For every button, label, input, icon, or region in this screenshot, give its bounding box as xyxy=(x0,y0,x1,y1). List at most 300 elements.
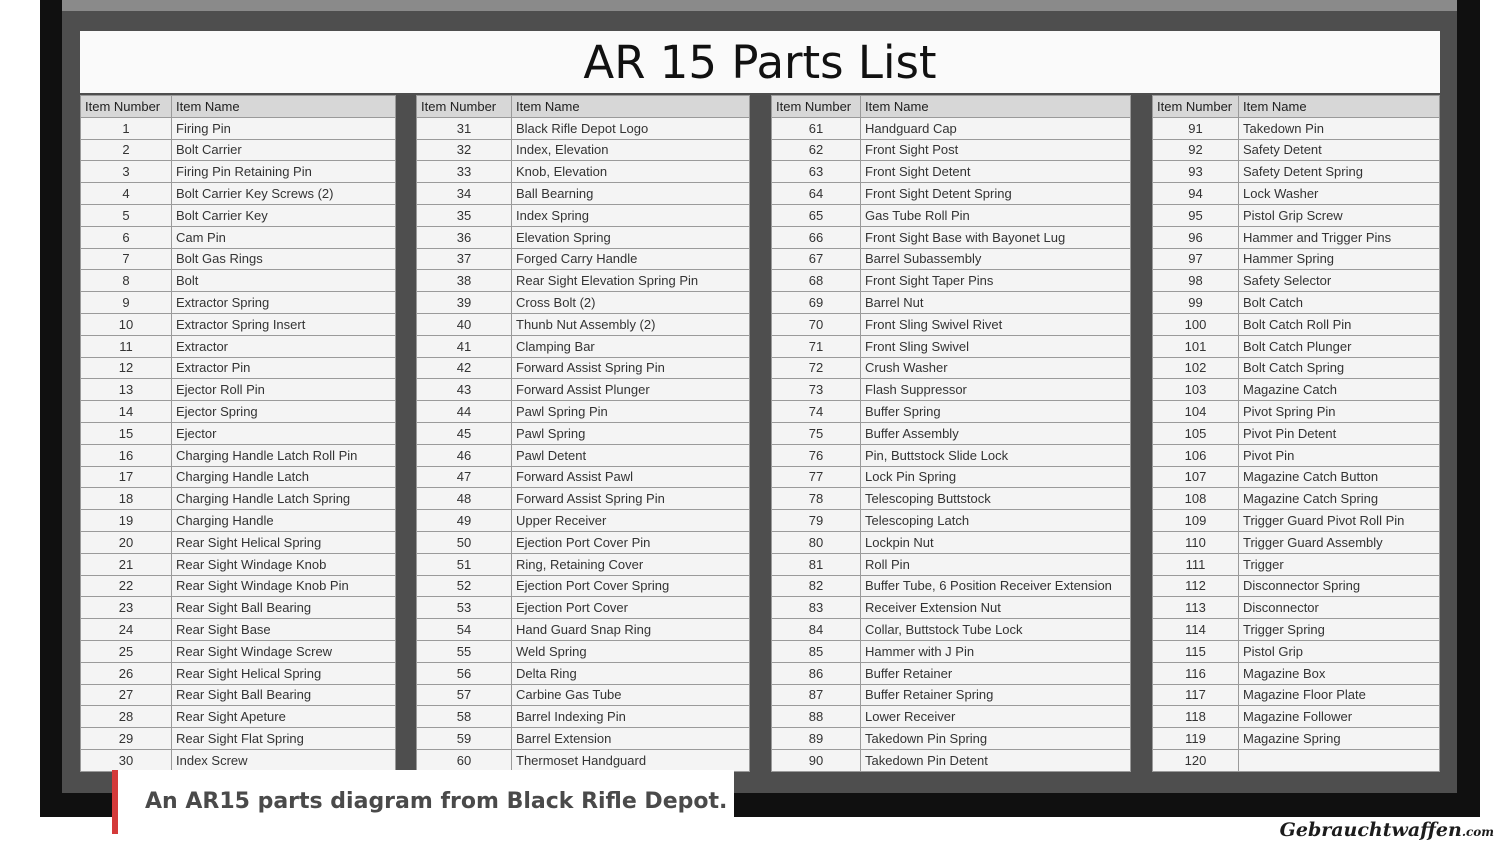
table-row xyxy=(81,510,396,532)
item-number-cell: 27 xyxy=(81,684,172,706)
item-name-cell: Front Sling Swivel Rivet xyxy=(861,313,1131,335)
item-number-cell: 105 xyxy=(1153,422,1239,444)
item-number-cell: 97 xyxy=(1153,248,1239,270)
item-number-cell: 26 xyxy=(81,662,172,684)
table-row xyxy=(417,640,750,662)
table-row xyxy=(772,226,1131,248)
table-row xyxy=(772,531,1131,553)
item-name-cell: Takedown Pin Detent xyxy=(861,749,1131,771)
table-row xyxy=(1153,619,1440,641)
item-name-cell: Rear Sight Helical Spring xyxy=(172,662,396,684)
table-row xyxy=(417,161,750,183)
item-number-cell: 5 xyxy=(81,204,172,226)
item-name-cell: Telescoping Latch xyxy=(861,510,1131,532)
table-row xyxy=(81,313,396,335)
item-name-cell: Index Screw xyxy=(172,749,396,771)
item-name-cell: Bolt Gas Rings xyxy=(172,248,396,270)
table-row xyxy=(1153,684,1440,706)
table-row xyxy=(417,706,750,728)
item-name-cell: Front Sight Base with Bayonet Lug xyxy=(861,226,1131,248)
item-number-cell: 56 xyxy=(417,662,512,684)
item-name-cell: Receiver Extension Nut xyxy=(861,597,1131,619)
item-number-cell: 118 xyxy=(1153,706,1239,728)
table-row xyxy=(81,749,396,771)
item-number-cell: 8 xyxy=(81,270,172,292)
table-row xyxy=(417,117,750,139)
item-name-cell: Telescoping Buttstock xyxy=(861,488,1131,510)
item-name-cell: Safety Selector xyxy=(1239,270,1440,292)
table-row xyxy=(772,510,1131,532)
table-row xyxy=(772,292,1131,314)
item-number-cell: 46 xyxy=(417,444,512,466)
item-name-cell: Pin, Buttstock Slide Lock xyxy=(861,444,1131,466)
item-number-cell: 82 xyxy=(772,575,861,597)
item-name-cell: Barrel Subassembly xyxy=(861,248,1131,270)
item-number-cell: 87 xyxy=(772,684,861,706)
item-number-cell: 10 xyxy=(81,313,172,335)
item-number-cell: 39 xyxy=(417,292,512,314)
table-row xyxy=(772,662,1131,684)
item-name-cell: Carbine Gas Tube xyxy=(512,684,750,706)
item-name-cell: Pistol Grip xyxy=(1239,640,1440,662)
item-name-cell: Magazine Catch xyxy=(1239,379,1440,401)
item-number-cell: 99 xyxy=(1153,292,1239,314)
item-number-cell: 55 xyxy=(417,640,512,662)
item-number-cell: 62 xyxy=(772,139,861,161)
table-row xyxy=(1153,270,1440,292)
table-row xyxy=(1153,597,1440,619)
item-number-cell: 115 xyxy=(1153,640,1239,662)
table-row xyxy=(417,662,750,684)
item-number-cell: 32 xyxy=(417,139,512,161)
table-row xyxy=(81,204,396,226)
item-name-cell: Rear Sight Apeture xyxy=(172,706,396,728)
table-row xyxy=(1153,379,1440,401)
table-row xyxy=(1153,248,1440,270)
item-name-cell: Index, Elevation xyxy=(512,139,750,161)
table-row xyxy=(417,488,750,510)
table-row xyxy=(772,248,1131,270)
item-number-cell: 42 xyxy=(417,357,512,379)
table-row xyxy=(1153,706,1440,728)
item-number-cell: 69 xyxy=(772,292,861,314)
table-row xyxy=(417,379,750,401)
item-name-cell: Rear Sight Flat Spring xyxy=(172,728,396,750)
table-row xyxy=(1153,640,1440,662)
item-number-cell: 14 xyxy=(81,401,172,423)
item-number-cell: 41 xyxy=(417,335,512,357)
table-row xyxy=(772,401,1131,423)
item-number-cell: 103 xyxy=(1153,379,1239,401)
item-number-cell: 100 xyxy=(1153,313,1239,335)
item-number-cell: 104 xyxy=(1153,401,1239,423)
item-name-cell: Flash Suppressor xyxy=(861,379,1131,401)
item-number-cell: 95 xyxy=(1153,204,1239,226)
item-number-cell: 43 xyxy=(417,379,512,401)
item-number-cell: 119 xyxy=(1153,728,1239,750)
item-name-cell: Cam Pin xyxy=(172,226,396,248)
table-row xyxy=(1153,204,1440,226)
item-number-cell: 30 xyxy=(81,749,172,771)
item-name-cell: Ejection Port Cover xyxy=(512,597,750,619)
item-name-cell: Trigger xyxy=(1239,553,1440,575)
table-row xyxy=(1153,401,1440,423)
table-row xyxy=(81,575,396,597)
table-row xyxy=(1153,466,1440,488)
table-row xyxy=(772,139,1131,161)
item-name-cell: Buffer Spring xyxy=(861,401,1131,423)
item-name-cell: Takedown Pin xyxy=(1239,117,1440,139)
table-row xyxy=(772,204,1131,226)
table-row xyxy=(772,684,1131,706)
item-name-cell: Pawl Detent xyxy=(512,444,750,466)
item-number-cell: 64 xyxy=(772,183,861,205)
item-number-cell: 91 xyxy=(1153,117,1239,139)
table-row xyxy=(81,117,396,139)
table-row xyxy=(81,488,396,510)
item-number-cell: 78 xyxy=(772,488,861,510)
table-row xyxy=(772,117,1131,139)
table-row xyxy=(772,728,1131,750)
table-row xyxy=(1153,139,1440,161)
item-name-cell: Bolt Catch Spring xyxy=(1239,357,1440,379)
table-row xyxy=(772,575,1131,597)
item-number-cell: 36 xyxy=(417,226,512,248)
table-header-row xyxy=(772,96,1131,118)
item-number-cell: 25 xyxy=(81,640,172,662)
item-number-cell: 59 xyxy=(417,728,512,750)
column-header-item-number: Item Number xyxy=(417,96,512,118)
watermark-domain: .com xyxy=(1461,825,1494,839)
image-caption xyxy=(112,770,734,834)
item-name-cell: Bolt Catch Roll Pin xyxy=(1239,313,1440,335)
table-row xyxy=(772,640,1131,662)
item-number-cell: 18 xyxy=(81,488,172,510)
item-name-cell: Barrel Extension xyxy=(512,728,750,750)
item-number-cell: 63 xyxy=(772,161,861,183)
table-row xyxy=(772,422,1131,444)
table-row xyxy=(1153,226,1440,248)
item-number-cell: 21 xyxy=(81,553,172,575)
table-row xyxy=(81,728,396,750)
table-row xyxy=(772,270,1131,292)
item-number-cell: 67 xyxy=(772,248,861,270)
item-number-cell: 33 xyxy=(417,161,512,183)
item-name-cell: Charging Handle Latch Roll Pin xyxy=(172,444,396,466)
item-number-cell: 31 xyxy=(417,117,512,139)
item-name-cell: Hammer and Trigger Pins xyxy=(1239,226,1440,248)
table-row xyxy=(417,619,750,641)
item-number-cell: 20 xyxy=(81,531,172,553)
item-name-cell: Rear Sight Windage Knob xyxy=(172,553,396,575)
item-number-cell: 84 xyxy=(772,619,861,641)
table-row xyxy=(1153,728,1440,750)
table-row xyxy=(81,597,396,619)
table-row xyxy=(417,422,750,444)
item-number-cell: 17 xyxy=(81,466,172,488)
item-name-cell: Disconnector Spring xyxy=(1239,575,1440,597)
item-number-cell: 66 xyxy=(772,226,861,248)
table-row xyxy=(772,335,1131,357)
item-name-cell: Hand Guard Snap Ring xyxy=(512,619,750,641)
item-number-cell: 116 xyxy=(1153,662,1239,684)
table-row xyxy=(1153,531,1440,553)
item-number-cell: 51 xyxy=(417,553,512,575)
table-row xyxy=(417,684,750,706)
column-header-item-name: Item Name xyxy=(1239,96,1440,118)
table-row xyxy=(772,749,1131,771)
item-number-cell: 81 xyxy=(772,553,861,575)
item-number-cell: 83 xyxy=(772,597,861,619)
item-number-cell: 45 xyxy=(417,422,512,444)
item-name-cell: Rear Sight Windage Knob Pin xyxy=(172,575,396,597)
title-banner xyxy=(80,31,1440,93)
item-name-cell: Disconnector xyxy=(1239,597,1440,619)
item-number-cell: 110 xyxy=(1153,531,1239,553)
item-number-cell: 61 xyxy=(772,117,861,139)
item-number-cell: 102 xyxy=(1153,357,1239,379)
table-row xyxy=(417,270,750,292)
item-number-cell: 34 xyxy=(417,183,512,205)
item-number-cell: 44 xyxy=(417,401,512,423)
item-number-cell: 6 xyxy=(81,226,172,248)
item-number-cell: 113 xyxy=(1153,597,1239,619)
table-row xyxy=(417,728,750,750)
item-number-cell: 23 xyxy=(81,597,172,619)
item-name-cell: Buffer Retainer xyxy=(861,662,1131,684)
table-row xyxy=(772,313,1131,335)
item-name-cell: Forward Assist Spring Pin xyxy=(512,488,750,510)
item-name-cell: Ejection Port Cover Spring xyxy=(512,575,750,597)
item-number-cell: 29 xyxy=(81,728,172,750)
item-name-cell: Barrel Nut xyxy=(861,292,1131,314)
table-row xyxy=(772,706,1131,728)
item-name-cell: Bolt Carrier xyxy=(172,139,396,161)
item-name-cell: Extractor Pin xyxy=(172,357,396,379)
item-number-cell: 53 xyxy=(417,597,512,619)
item-name-cell: Thermoset Handguard xyxy=(512,749,750,771)
item-name-cell: Front Sight Post xyxy=(861,139,1131,161)
caption-text: An AR15 parts diagram from Black Rifle Depot. xyxy=(145,789,728,814)
item-name-cell: Pawl Spring xyxy=(512,422,750,444)
column-header-item-number: Item Number xyxy=(772,96,861,118)
table-row xyxy=(417,444,750,466)
item-name-cell: Firing Pin Retaining Pin xyxy=(172,161,396,183)
table-row xyxy=(1153,488,1440,510)
item-number-cell: 112 xyxy=(1153,575,1239,597)
table-row xyxy=(81,684,396,706)
item-name-cell: Pistol Grip Screw xyxy=(1239,204,1440,226)
item-name-cell: Lower Receiver xyxy=(861,706,1131,728)
item-number-cell: 92 xyxy=(1153,139,1239,161)
table-row xyxy=(1153,161,1440,183)
column-header-item-name: Item Name xyxy=(512,96,750,118)
table-row xyxy=(772,597,1131,619)
item-name-cell: Cross Bolt (2) xyxy=(512,292,750,314)
item-number-cell: 12 xyxy=(81,357,172,379)
table-row xyxy=(81,335,396,357)
table-row xyxy=(417,248,750,270)
item-number-cell: 7 xyxy=(81,248,172,270)
item-name-cell: Magazine Floor Plate xyxy=(1239,684,1440,706)
table-row xyxy=(1153,117,1440,139)
item-name-cell: Black Rifle Depot Logo xyxy=(512,117,750,139)
table-row xyxy=(81,553,396,575)
item-number-cell: 50 xyxy=(417,531,512,553)
table-row xyxy=(772,161,1131,183)
item-name-cell: Buffer Retainer Spring xyxy=(861,684,1131,706)
item-number-cell: 2 xyxy=(81,139,172,161)
item-name-cell: Rear Sight Ball Bearing xyxy=(172,684,396,706)
parts-table-3 xyxy=(771,95,1131,772)
item-name-cell: Extractor Spring Insert xyxy=(172,313,396,335)
item-number-cell: 35 xyxy=(417,204,512,226)
table-row xyxy=(81,401,396,423)
table-header-row xyxy=(81,96,396,118)
table-row xyxy=(417,139,750,161)
item-name-cell: Safety Detent Spring xyxy=(1239,161,1440,183)
item-number-cell: 65 xyxy=(772,204,861,226)
item-name-cell: Charging Handle xyxy=(172,510,396,532)
item-name-cell: Bolt Carrier Key Screws (2) xyxy=(172,183,396,205)
table-row xyxy=(81,640,396,662)
item-name-cell: Front Sight Detent Spring xyxy=(861,183,1131,205)
table-row xyxy=(772,466,1131,488)
item-name-cell: Front Sight Detent xyxy=(861,161,1131,183)
table-row xyxy=(81,292,396,314)
table-row xyxy=(772,183,1131,205)
item-name-cell: Hammer Spring xyxy=(1239,248,1440,270)
item-name-cell xyxy=(1239,749,1440,771)
table-row xyxy=(417,553,750,575)
table-row xyxy=(1153,313,1440,335)
item-number-cell: 11 xyxy=(81,335,172,357)
item-name-cell: Weld Spring xyxy=(512,640,750,662)
item-number-cell: 90 xyxy=(772,749,861,771)
item-name-cell: Clamping Bar xyxy=(512,335,750,357)
item-name-cell: Forward Assist Pawl xyxy=(512,466,750,488)
item-name-cell: Lock Pin Spring xyxy=(861,466,1131,488)
site-watermark xyxy=(1280,819,1494,841)
item-number-cell: 52 xyxy=(417,575,512,597)
item-name-cell: Rear Sight Windage Screw xyxy=(172,640,396,662)
item-name-cell: Safety Detent xyxy=(1239,139,1440,161)
item-name-cell: Bolt Catch xyxy=(1239,292,1440,314)
item-name-cell: Front Sight Taper Pins xyxy=(861,270,1131,292)
item-name-cell: Bolt xyxy=(172,270,396,292)
item-number-cell: 85 xyxy=(772,640,861,662)
table-row xyxy=(1153,553,1440,575)
item-name-cell: Ring, Retaining Cover xyxy=(512,553,750,575)
item-name-cell: Front Sling Swivel xyxy=(861,335,1131,357)
item-name-cell: Crush Washer xyxy=(861,357,1131,379)
item-name-cell: Pivot Pin Detent xyxy=(1239,422,1440,444)
item-name-cell: Rear Sight Base xyxy=(172,619,396,641)
table-row xyxy=(81,422,396,444)
item-number-cell: 22 xyxy=(81,575,172,597)
item-number-cell: 37 xyxy=(417,248,512,270)
item-name-cell: Pawl Spring Pin xyxy=(512,401,750,423)
item-number-cell: 109 xyxy=(1153,510,1239,532)
item-number-cell: 19 xyxy=(81,510,172,532)
item-number-cell: 101 xyxy=(1153,335,1239,357)
item-number-cell: 96 xyxy=(1153,226,1239,248)
item-number-cell: 98 xyxy=(1153,270,1239,292)
item-number-cell: 40 xyxy=(417,313,512,335)
table-row xyxy=(81,662,396,684)
table-row xyxy=(417,510,750,532)
table-row xyxy=(417,204,750,226)
item-name-cell: Handguard Cap xyxy=(861,117,1131,139)
table-row xyxy=(1153,444,1440,466)
table-row xyxy=(417,466,750,488)
item-name-cell: Buffer Assembly xyxy=(861,422,1131,444)
item-name-cell: Rear Sight Ball Bearing xyxy=(172,597,396,619)
item-name-cell: Thunb Nut Assembly (2) xyxy=(512,313,750,335)
item-name-cell: Elevation Spring xyxy=(512,226,750,248)
table-row xyxy=(1153,335,1440,357)
table-row xyxy=(81,161,396,183)
item-name-cell: Ejector Spring xyxy=(172,401,396,423)
item-name-cell: Lock Washer xyxy=(1239,183,1440,205)
item-number-cell: 9 xyxy=(81,292,172,314)
column-header-item-number: Item Number xyxy=(1153,96,1239,118)
item-name-cell: Forward Assist Spring Pin xyxy=(512,357,750,379)
item-name-cell: Delta Ring xyxy=(512,662,750,684)
item-number-cell: 73 xyxy=(772,379,861,401)
item-number-cell: 13 xyxy=(81,379,172,401)
table-row xyxy=(81,139,396,161)
table-row xyxy=(417,313,750,335)
table-row xyxy=(1153,510,1440,532)
table-row xyxy=(81,270,396,292)
item-number-cell: 70 xyxy=(772,313,861,335)
item-number-cell: 68 xyxy=(772,270,861,292)
item-name-cell: Takedown Pin Spring xyxy=(861,728,1131,750)
item-name-cell: Extractor xyxy=(172,335,396,357)
watermark-name: Gebrauchtwaffen xyxy=(1279,819,1462,841)
item-name-cell: Ball Bearning xyxy=(512,183,750,205)
item-name-cell: Magazine Catch Button xyxy=(1239,466,1440,488)
item-name-cell: Lockpin Nut xyxy=(861,531,1131,553)
table-row xyxy=(417,183,750,205)
item-name-cell: Barrel Indexing Pin xyxy=(512,706,750,728)
table-row xyxy=(417,335,750,357)
item-name-cell: Extractor Spring xyxy=(172,292,396,314)
item-number-cell: 38 xyxy=(417,270,512,292)
item-name-cell: Ejection Port Cover Pin xyxy=(512,531,750,553)
item-number-cell: 89 xyxy=(772,728,861,750)
table-row xyxy=(417,292,750,314)
table-row xyxy=(417,226,750,248)
item-name-cell: Trigger Spring xyxy=(1239,619,1440,641)
item-name-cell: Magazine Follower xyxy=(1239,706,1440,728)
item-number-cell: 77 xyxy=(772,466,861,488)
item-name-cell: Index Spring xyxy=(512,204,750,226)
page-title: AR 15 Parts List xyxy=(583,36,937,89)
item-name-cell: Charging Handle Latch xyxy=(172,466,396,488)
table-row xyxy=(81,466,396,488)
table-row xyxy=(772,619,1131,641)
table-row xyxy=(81,357,396,379)
table-row xyxy=(81,248,396,270)
item-number-cell: 47 xyxy=(417,466,512,488)
item-name-cell: Charging Handle Latch Spring xyxy=(172,488,396,510)
item-number-cell: 16 xyxy=(81,444,172,466)
item-number-cell: 108 xyxy=(1153,488,1239,510)
item-name-cell: Firing Pin xyxy=(172,117,396,139)
item-name-cell: Magazine Spring xyxy=(1239,728,1440,750)
